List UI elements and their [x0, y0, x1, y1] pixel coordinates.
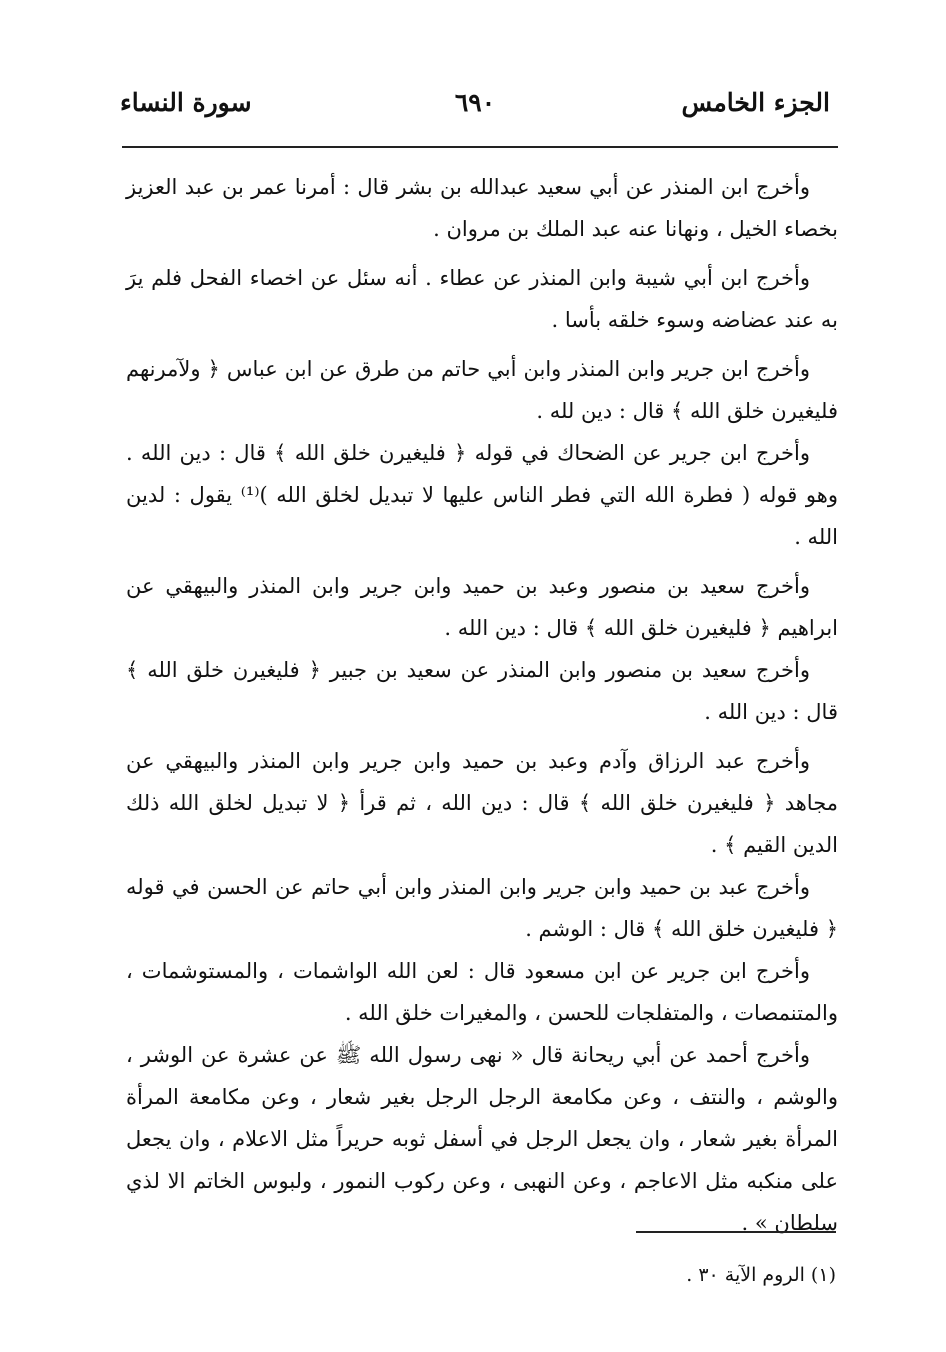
paragraph: وأخرج سعيد بن منصور وعبد بن حميد وابن جرير وابن المنذر والبيهقي عن ابراهيم ﴿ فليغيرن خلق الله ﴾ قال : دين الله . [126, 574, 838, 640]
paragraph: وأخرج ابن أبي شيبة وابن المنذر عن عطاء . أنه سئل عن اخصاء الفحل فلم يرَ به عند عضاضه وسوء خلقه بأسا . [126, 266, 838, 332]
surah-label: سورة النساء [120, 88, 252, 117]
page-body [126, 166, 838, 1244]
volume-label: الجزء الخامس [681, 88, 830, 117]
header-divider [122, 146, 838, 148]
paragraph: وأخرج أحمد عن أبي ريحانة قال « نهى رسول الله ﷺ عن عشرة عن الوشر ، والوشم ، والنتف ، وعن مكامعة الرجل الرجل بغير شعار ، وعن مكامعة المرأة المرأة بغير شعار ، وان يجعل الرجل في أسفل ثوبه حريراً مثل الاعلام ، وان يجعل على منكبه مثل الاعاجم ، وعن النهبى ، وعن ركوب النمور ، ولبوس الخاتم الا لذي سلطان » . [126, 1043, 838, 1235]
paragraph: وأخرج ابن المنذر عن أبي سعيد عبدالله بن بشر قال : أمرنا عمر بن عبد العزيز بخصاء الخيل ، ونهانا عنه عبد الملك بن مروان . [126, 175, 838, 241]
page-header [120, 88, 830, 128]
footnote: (١) الروم الآية ٣٠ . [686, 1264, 836, 1286]
paragraph: وأخرج ابن جرير عن ابن مسعود قال : لعن الله الواشمات ، والمستوشمات ، والمتنمصات ، والمتفلجات للحسن ، والمغيرات خلق الله . [126, 959, 838, 1025]
footnote-divider [636, 1231, 836, 1233]
paragraph: وأخرج ابن جرير عن الضحاك في قوله ﴿ فليغيرن خلق الله ﴾ قال : دين الله . وهو قوله ( فطرة الله التي فطر الناس عليها لا تبديل لخلق الله )⁽¹⁾ يقول : لدين الله . [126, 441, 838, 549]
paragraph: وأخرج عبد بن حميد وابن جرير وابن المنذر وابن أبي حاتم عن الحسن في قوله ﴿ فليغيرن خلق الله ﴾ قال : الوشم . [126, 875, 838, 941]
paragraph: وأخرج ابن جرير وابن المنذر وابن أبي حاتم من طرق عن ابن عباس ﴿ ولآمرنهم فليغيرن خلق الله ﴾ قال : دين لله . [126, 357, 838, 423]
paragraph: وأخرج عبد الرزاق وآدم وعبد بن حميد وابن جرير وابن المنذر والبيهقي عن مجاهد ﴿ فليغيرن خلق الله ﴾ قال : دين الله ، ثم قرأ ﴿ لا تبديل لخلق الله ذلك الدين القيم ﴾ . [126, 749, 838, 857]
paragraph: وأخرج سعيد بن منصور وابن المنذر عن سعيد بن جبير ﴿ فليغيرن خلق الله ﴾ قال : دين الله . [126, 658, 838, 724]
page-number: ٦٩٠ [454, 88, 496, 117]
